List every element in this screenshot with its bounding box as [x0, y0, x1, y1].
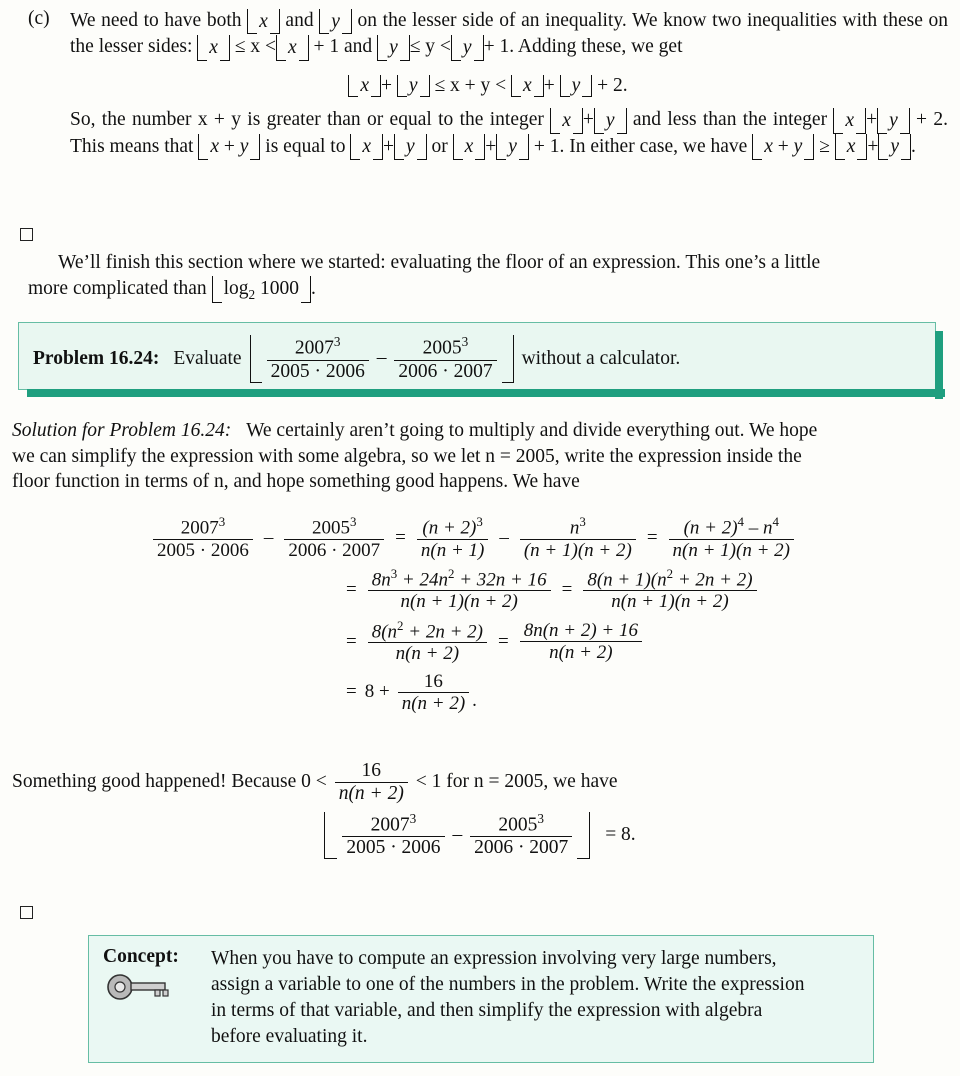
solution-heading: Solution for Problem 16.24: — [12, 420, 232, 441]
p2-text-h: . — [911, 135, 916, 157]
floor-xy-sum-4: y — [877, 108, 910, 134]
concept-box — [88, 935, 874, 1063]
floor-xy-sum-1: x — [550, 108, 583, 134]
floor-y-2: y — [377, 35, 410, 61]
part-c-display-equation — [28, 75, 948, 98]
concept-box-text — [211, 946, 859, 1050]
part-c-text-1: We need to have both — [70, 10, 248, 31]
display-plus-2: + — [543, 74, 555, 96]
qed-box-solution — [20, 906, 33, 919]
deriv-frac-3: $\frac{(n + 2)^3}{n(n + 1)}$ — [417, 515, 488, 561]
derivation-row-4 — [150, 671, 850, 715]
problem-fraction-1: $\frac{2007^3}{2005 \cdot 2006}$ — [267, 335, 369, 382]
deriv-eq-5: = — [346, 630, 357, 652]
concept-line-4: before evaluating it. — [211, 1025, 368, 1047]
deriv-frac-6: $\frac{8n^3 + 24n^2 + 32n + 16}{n(n + 1)(n + 2)}$ — [368, 567, 551, 613]
problem-box-shadow-bottom — [27, 389, 945, 397]
problem-floor-expression — [250, 335, 514, 382]
derivation-row-2 — [150, 567, 850, 613]
part-c-block — [28, 8, 948, 160]
deriv-op-1: – — [263, 526, 274, 548]
deriv-frac-2: $\frac{2005^3}{2006 \cdot 2007}$ — [284, 515, 384, 561]
concept-line-1: When you have to compute an expression involving very large numbers, — [211, 948, 777, 969]
finish-line-2b: . — [310, 277, 316, 299]
deriv-eq-2: = — [646, 526, 658, 548]
solution-paragraph — [12, 418, 948, 495]
derivation-block — [150, 515, 850, 720]
something-good-fraction: $\frac{16}{n(n + 2)}$ — [335, 760, 408, 805]
floor-y-1: y — [319, 9, 352, 35]
deriv-eq-3: = — [346, 578, 357, 600]
floor-of-sum-1: x + y — [198, 134, 260, 160]
deriv-frac-5: $\frac{(n + 2)^4 - n^4}{n(n + 1)(n + 2)}$ — [669, 515, 794, 561]
part-c-text-2: and — [279, 10, 320, 31]
problem-title: Problem 16.24: — [33, 348, 160, 369]
final-minus: – — [452, 824, 463, 846]
derivation-row-1 — [150, 515, 850, 561]
concept-box-left — [103, 946, 211, 1050]
deriv-frac-9: $\frac{8n(n + 2) + 16}{n(n + 2)}$ — [520, 620, 642, 664]
floor-xy-sum-2: y — [594, 108, 627, 134]
something-good-paragraph — [12, 760, 948, 805]
part-c-text-3: on the lesser side of an inequality. We know two inequalities with these on the lesser sides: — [70, 10, 949, 58]
floor-y-5: y — [560, 75, 593, 97]
part-c-ineq-2: ≤ y < — [409, 36, 451, 58]
p2-text-f: + 1. In either case, we have — [528, 135, 753, 157]
p2-text-a: So, the number x + y is greater than or equal to the integer — [70, 109, 551, 131]
part-c-paragraph-2: So, the number x + y is greater than or equal to the integer x + y and less than the integer x + y + 2. This means that x + y is equal to x + y or x + y + 1. In either case, we have x + y ≥ x + y . — [70, 107, 948, 160]
problem-minus: – — [376, 347, 387, 369]
floor-log-expr: $\log_2 1000$ — [212, 276, 311, 303]
final-fraction-2: $\frac{2005^3}{2006 \cdot 2007}$ — [470, 812, 572, 859]
p2-text-d: is equal to — [260, 135, 351, 157]
concept-label: Concept: — [103, 946, 179, 967]
deriv-eq-6: = — [497, 630, 509, 652]
p2-text-g: ≥ — [814, 135, 835, 157]
final-floor-expression — [324, 812, 590, 859]
something-good-post: < 1 for n = 2005, we have — [415, 770, 618, 792]
part-c-ineq-1-tail: + 1 and — [313, 36, 373, 58]
key-icon — [103, 972, 183, 1002]
solution-line-3: floor function in terms of n, and hope something good happens. We have — [12, 471, 580, 493]
floor-xy-sum-9: x — [835, 134, 868, 160]
floor-xy-sum-5: x — [350, 134, 383, 160]
deriv-frac-8: $\frac{8(n^2 + 2n + 2)}{n(n + 2)}$ — [368, 619, 487, 665]
floor-of-sum-2: x + y — [752, 134, 814, 160]
deriv-frac-1: $\frac{2007^3}{2005 \cdot 2006}$ — [153, 515, 253, 561]
deriv-period: . — [472, 690, 477, 712]
problem-box-content — [19, 323, 935, 389]
floor-x-5: x — [511, 75, 544, 97]
final-result: = 8. — [605, 824, 636, 846]
deriv-eq-7: = — [346, 681, 357, 703]
p2-text-b: and less than the integer — [626, 109, 834, 131]
floor-x-1: x — [247, 9, 280, 35]
floor-y-3: y — [451, 35, 484, 61]
part-c-body — [70, 8, 948, 61]
floor-xy-sum-3: x — [833, 108, 866, 134]
solution-line-2: we can simplify the expression with some algebra, so we let n = 2005, write the expression inside the — [12, 445, 802, 467]
finish-line-2a: more complicated than — [28, 277, 212, 299]
final-equation — [0, 812, 960, 859]
part-c-ineq-1: ≤ x < — [234, 36, 276, 58]
something-good-pre: Something good happened! Because 0 < — [12, 770, 327, 792]
floor-xy-sum-6: y — [394, 134, 427, 160]
deriv-frac-10: $\frac{16}{n(n + 2)}$ — [398, 671, 469, 715]
problem-fraction-2: $\frac{2005^3}{2006 \cdot 2007}$ — [394, 335, 496, 382]
derivation-row-3 — [150, 619, 850, 665]
p2-text-c: + 2. This means that — [70, 109, 948, 157]
display-tail: + 2. — [597, 74, 628, 96]
solution-line-1: We certainly aren’t going to multiply and divide everything out. We hope — [246, 420, 818, 441]
deriv-frac-4: $\frac{n^3}{(n + 1)(n + 2)}$ — [520, 515, 636, 561]
floor-xy-sum-10: y — [878, 134, 911, 160]
deriv-eq-1: = — [395, 526, 406, 548]
concept-line-2: assign a variable to one of the numbers in the problem. Write the expression — [211, 973, 805, 995]
p2-text-e: or — [426, 135, 453, 157]
display-plus: + — [381, 74, 393, 96]
floor-y-4: y — [397, 75, 430, 97]
floor-xy-sum-7: x — [453, 134, 486, 160]
floor-x-2: x — [197, 35, 230, 61]
part-c-ineq-2-tail: + 1. Adding these, we get — [483, 36, 683, 58]
part-c-label: (c) — [28, 8, 50, 29]
problem-verb: Evaluate — [173, 348, 242, 369]
deriv-op-2: – — [499, 526, 509, 548]
problem-tail: without a calculator. — [521, 348, 681, 369]
final-fraction-1: $\frac{2007^3}{2005 \cdot 2006}$ — [342, 812, 444, 859]
deriv-eq-4: = — [561, 578, 573, 600]
finish-line-1: We’ll finish this section where we started: evaluating the floor of an expression. This one’s a little — [58, 252, 821, 273]
problem-box — [18, 322, 936, 390]
qed-box-proof — [20, 228, 33, 241]
floor-x-4: x — [348, 75, 381, 97]
display-rel: ≤ x + y < — [434, 74, 507, 96]
deriv-frac-7: $\frac{8(n + 1)(n^2 + 2n + 2)}{n(n + 1)(n + 2)}$ — [583, 567, 756, 613]
concept-line-3: in terms of that variable, and then simplify the expression with algebra — [211, 999, 763, 1021]
floor-x-3: x — [276, 35, 309, 61]
floor-xy-sum-8: y — [496, 134, 529, 160]
finish-section-paragraph — [28, 250, 948, 303]
deriv-lead-8: 8 + — [364, 681, 390, 703]
